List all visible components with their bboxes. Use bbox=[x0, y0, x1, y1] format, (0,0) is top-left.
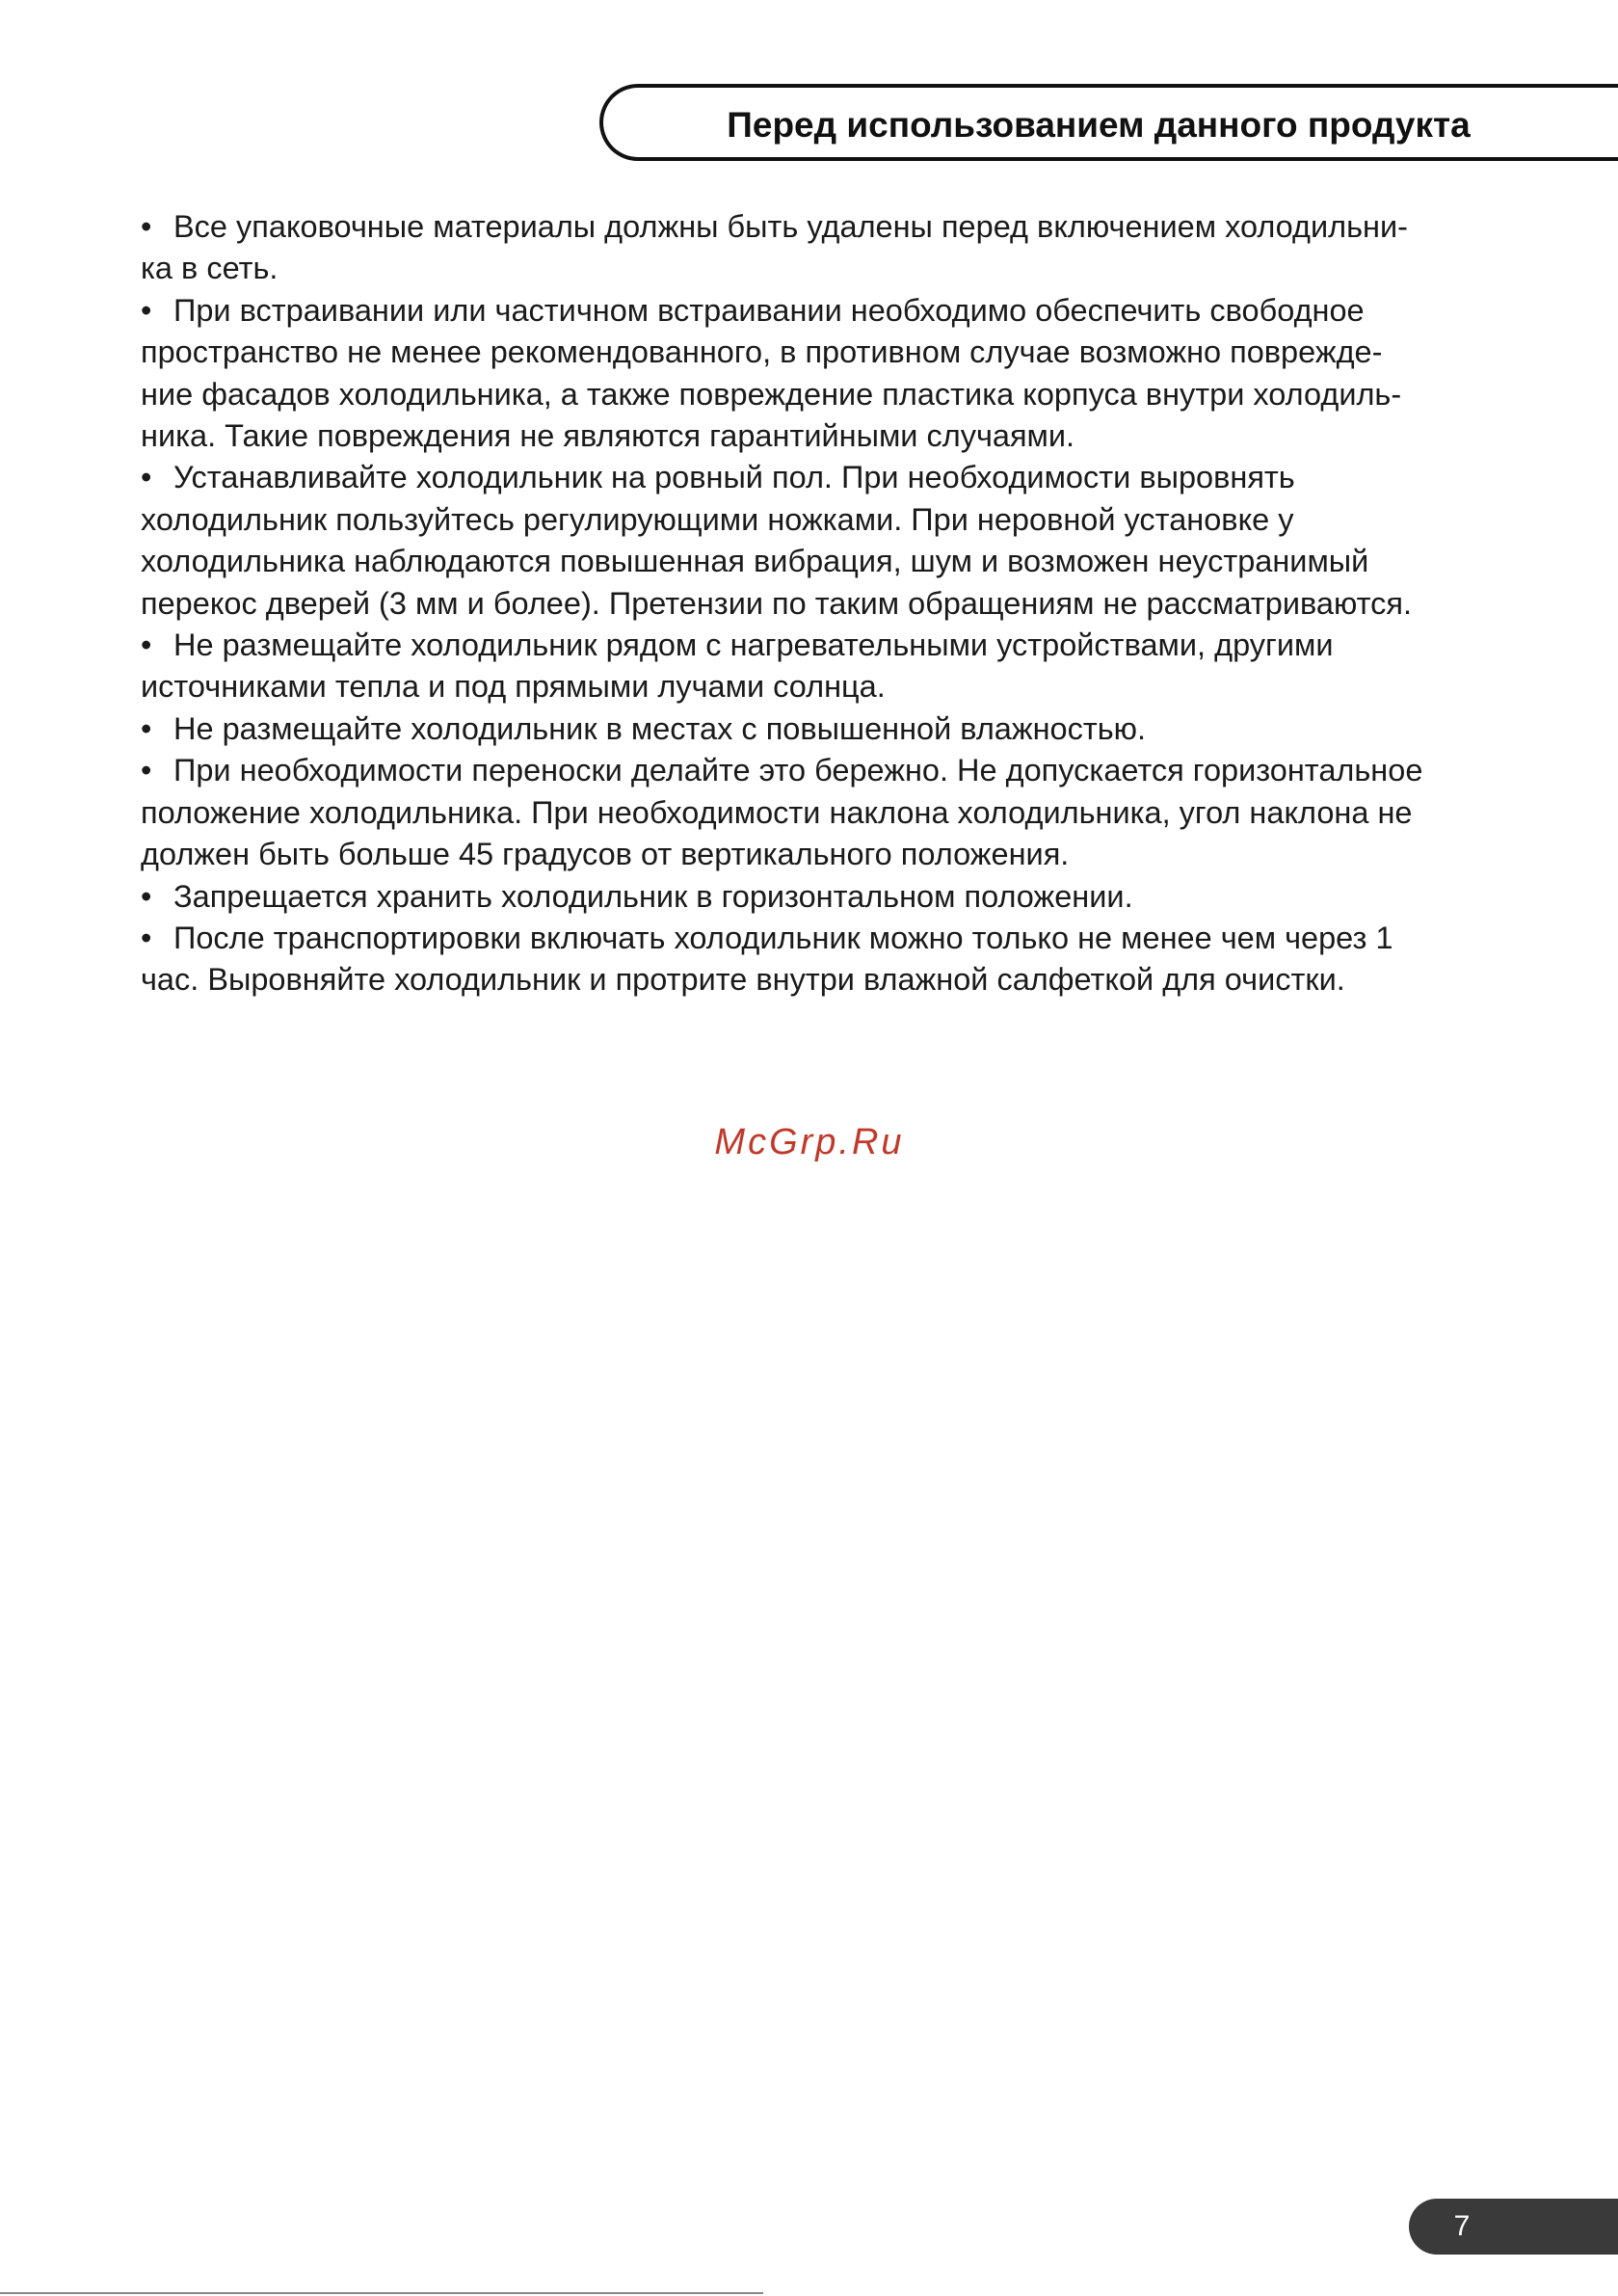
watermark: McGrp.Ru bbox=[714, 1122, 905, 1162]
bullet-icon: • bbox=[141, 878, 152, 914]
list-item-line: положение холодильника. При необходимости наклона холодильника, угол наклона не bbox=[141, 794, 1413, 830]
list-item-line bbox=[141, 290, 1485, 332]
list-item-line: источниками тепла и под прямыми лучами солнца. bbox=[141, 669, 886, 705]
list-item-line bbox=[141, 708, 1485, 750]
list-item-text: Устанавливайте холодильник на ровный пол. При необходимости выровнять bbox=[173, 460, 1295, 495]
page-title: Перед использованием данного продукта bbox=[727, 105, 1471, 145]
list-item-line: перекос дверей (3 мм и более). Претензии по таким обращениям не рассматриваются. bbox=[141, 585, 1413, 621]
bullet-icon: • bbox=[141, 753, 152, 788]
list-item-text: Не размещайте холодильник рядом с нагревательными устройствами, другими bbox=[173, 627, 1334, 663]
bullet-icon: • bbox=[141, 209, 152, 244]
list-item-line: пространство не менее рекомендованного, в противном случае возможно поврежде- bbox=[141, 334, 1383, 370]
list-item-text: Не размещайте холодильник в местах с повышенной влажностью. bbox=[173, 710, 1147, 746]
list-item-line: ника. Такие повреждения не являются гарантийными случаями. bbox=[141, 418, 1075, 454]
list-item-line: ние фасадов холодильника, а также повреждение пластика корпуса внутри холодиль- bbox=[141, 376, 1402, 412]
bottom-divider bbox=[0, 2292, 763, 2294]
list-item-line: холодильника наблюдаются повышенная вибрация, шум и возможен неустранимый bbox=[141, 544, 1369, 579]
list-item-line: ка в сеть. bbox=[141, 251, 279, 286]
list-item-line bbox=[141, 750, 1485, 791]
instructions-list bbox=[141, 206, 1485, 1001]
list-item bbox=[141, 708, 1485, 750]
list-item-line bbox=[141, 457, 1485, 498]
list-item-line bbox=[141, 206, 1485, 248]
list-item-text: При встраивании или частичном встраивании необходимо обеспечить свободное bbox=[173, 292, 1365, 328]
list-item-text: Запрещается хранить холодильник в горизонтальном положении. bbox=[173, 878, 1133, 914]
bullet-icon: • bbox=[141, 460, 152, 495]
list-item bbox=[141, 457, 1485, 625]
list-item-text: Все упаковочные материалы должны быть удалены перед включением холодильни- bbox=[173, 209, 1408, 244]
list-item bbox=[141, 876, 1485, 918]
bullet-icon: • bbox=[141, 627, 152, 663]
list-item bbox=[141, 918, 1485, 1001]
list-item bbox=[141, 290, 1485, 458]
list-item-text: При необходимости переноски делайте это бережно. Не допускается горизонтальное bbox=[173, 753, 1423, 788]
list-item-line bbox=[141, 625, 1485, 666]
list-item bbox=[141, 206, 1485, 290]
bullet-icon: • bbox=[141, 710, 152, 746]
bullet-icon: • bbox=[141, 920, 152, 955]
list-item bbox=[141, 750, 1485, 875]
page-number: 7 bbox=[1453, 2210, 1471, 2242]
list-item-line bbox=[141, 876, 1485, 918]
list-item-line: холодильник пользуйтесь регулирующими ножками. При неровной установке у bbox=[141, 501, 1294, 537]
list-item-line: должен быть больше 45 градусов от вертикального положения. bbox=[141, 837, 1070, 872]
bullet-icon: • bbox=[141, 292, 152, 328]
list-item-line: час. Выровняйте холодильник и протрите внутри влажной салфеткой для очистки. bbox=[141, 962, 1345, 998]
list-item-line bbox=[141, 918, 1485, 959]
list-item-text: После транспортировки включать холодильник можно только не менее чем через 1 bbox=[173, 920, 1393, 955]
list-item bbox=[141, 625, 1485, 708]
